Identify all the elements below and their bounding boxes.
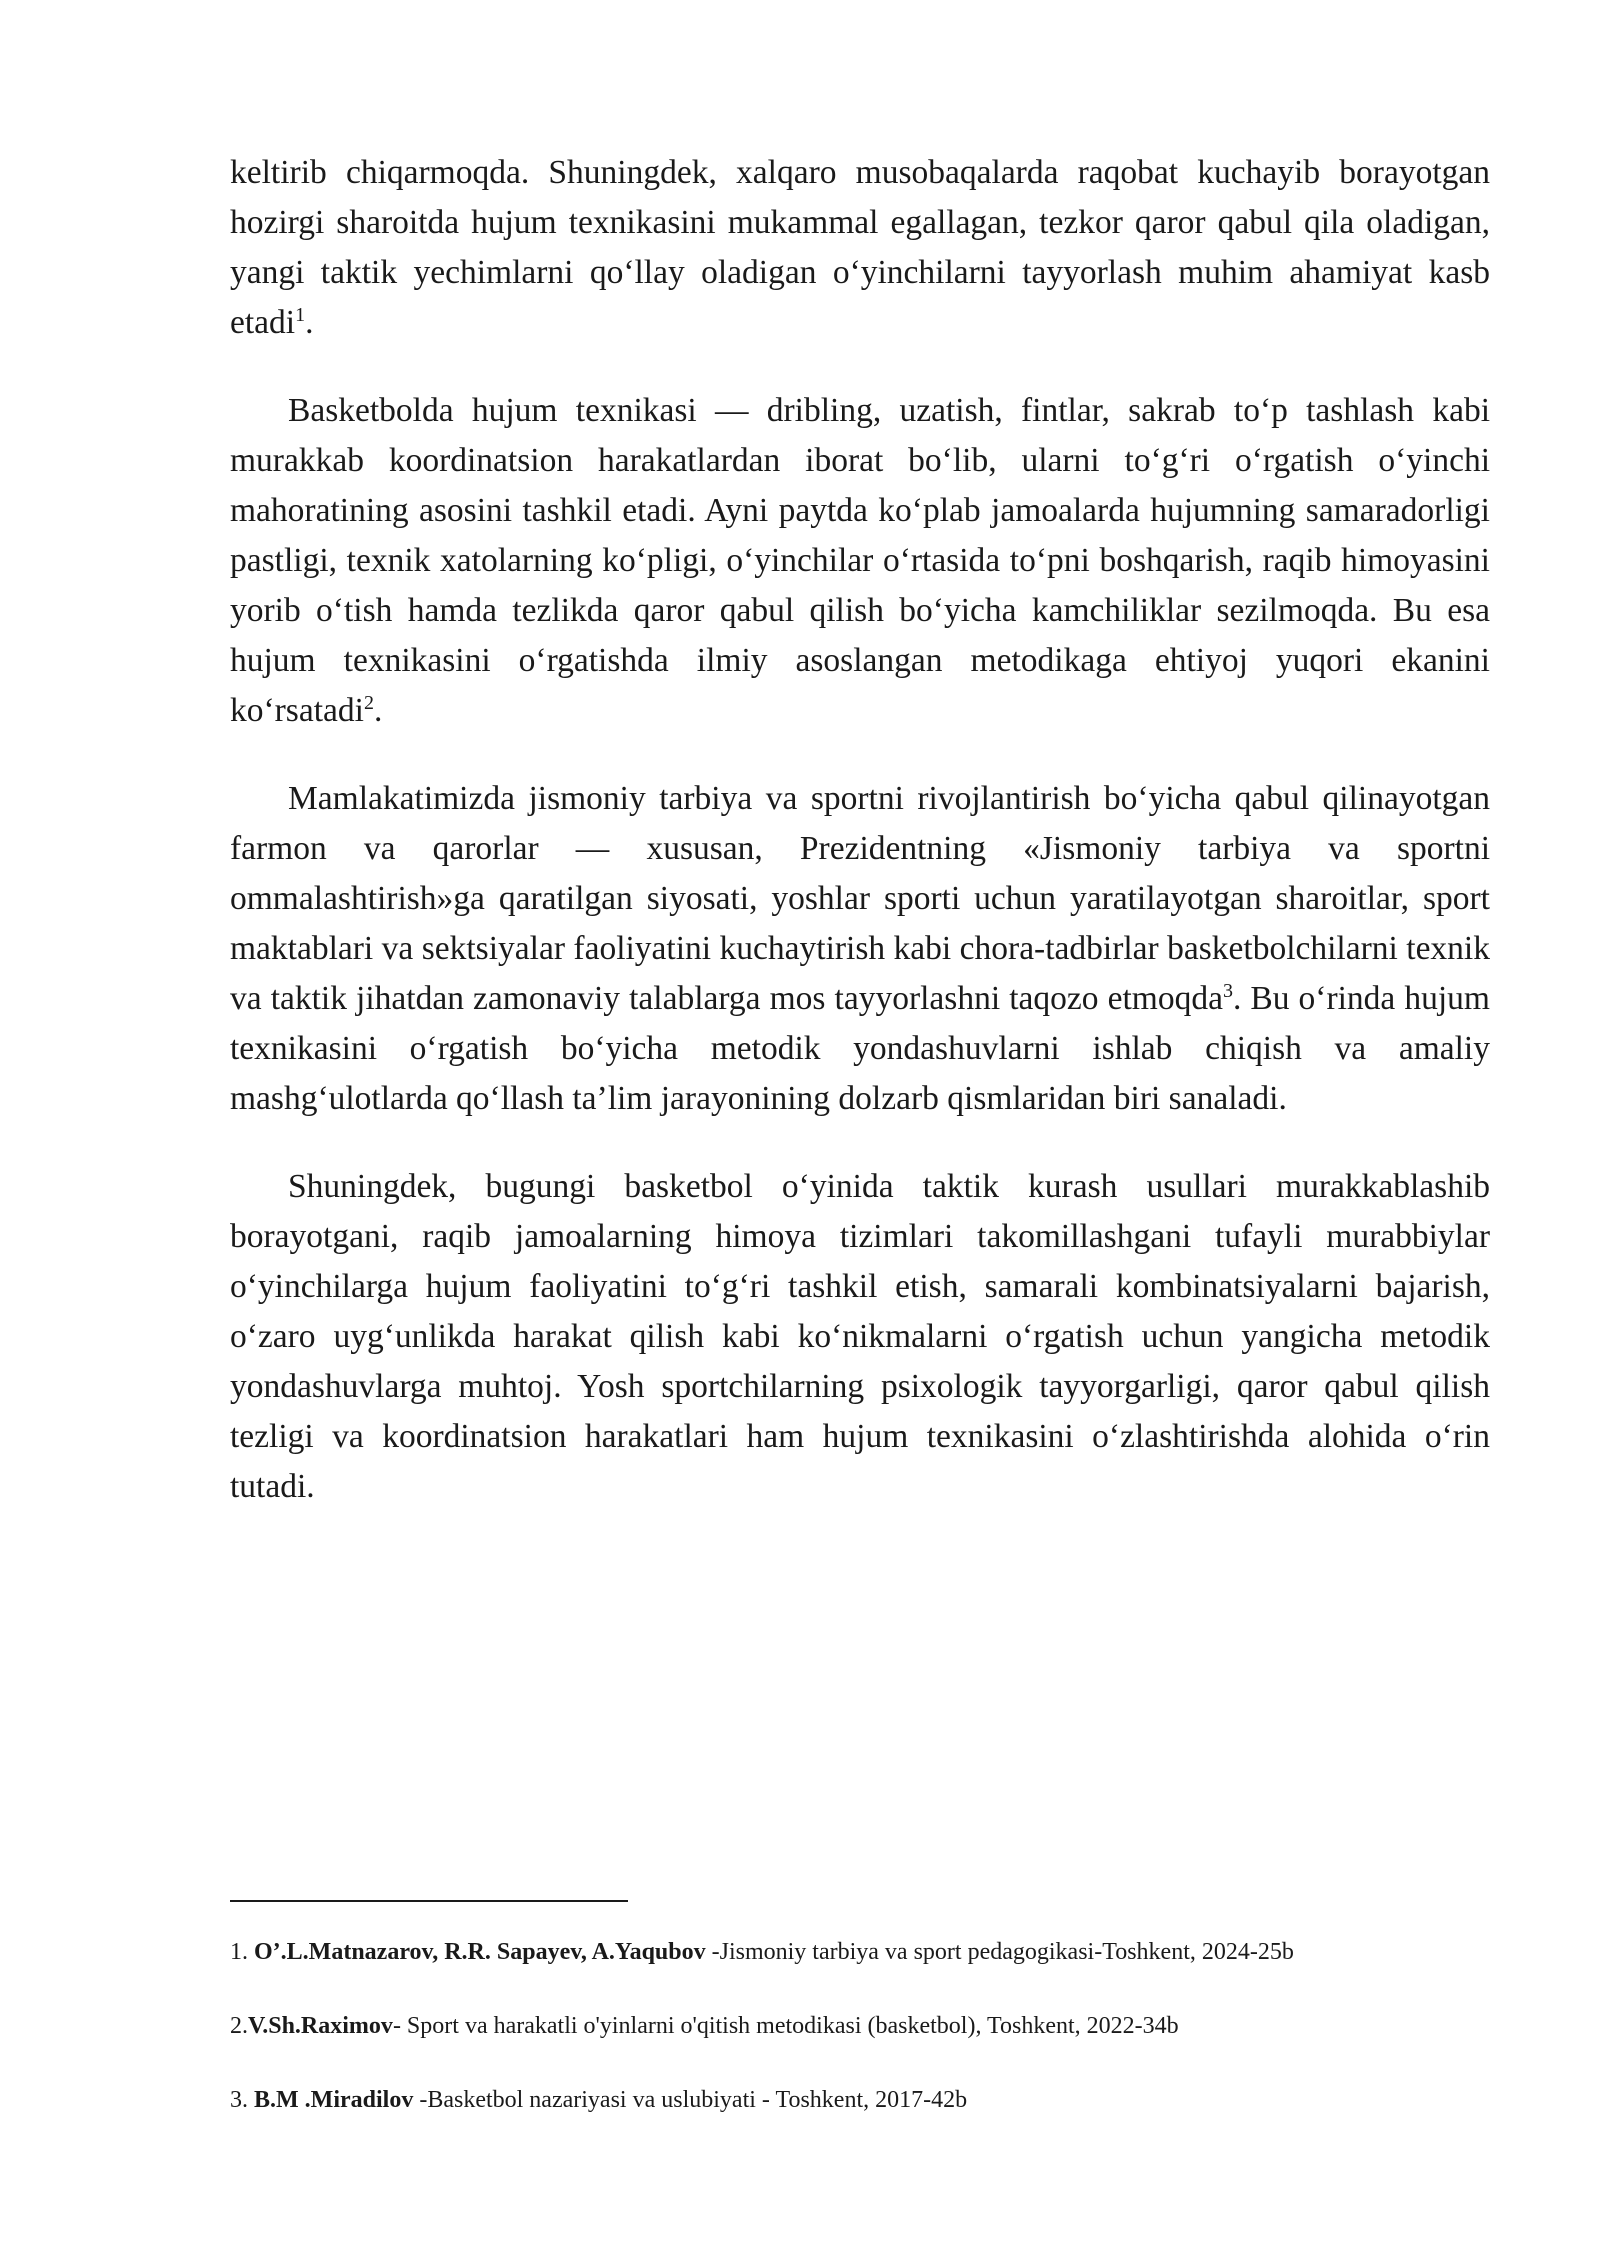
footnote-source: -Basketbol nazariyasi va uslubiyati - Toshkent, 2017-42b (413, 2087, 968, 2113)
footnote-ref-1: 1 (295, 303, 306, 326)
footnote-source: -Jismoniy tarbiya va sport pedagogikasi-Toshkent, 2024-25b (705, 1939, 1294, 1965)
footnote-separator (230, 1900, 628, 1902)
paragraph-text: keltirib chiqarmoqda. Shuningdek, xalqaro musobaqalarda raqobat kuchayib borayotgan hozirgi sharoitda hujum texnikasini mukammal egallagan, tezkor qaror qabul qila oladigan, yangi taktik yechimlarni qo‘llay oladigan o‘yinchilarni tayyorlash muhim ahamiyat kasb etadi (230, 154, 1490, 341)
paragraph-text: Basketbolda hujum texnikasi — dribling, uzatish, fintlar, sakrab to‘p tashlash kabi murakkab koordinatsion harakatlardan iborat bo‘lib, ularni to‘g‘ri o‘rgatish o‘yinchi mahoratining asosini tashkil etadi. Ayni paytda ko‘plab jamoalarda hujumning samaradorligi pastligi, texnik xatolarning ko‘pligi, o‘yinchilar o‘rtasida to‘pni boshqarish, raqib himoyasini yorib o‘tish hamda tezlikda qaror qabul qilish bo‘yicha kamchiliklar sezilmoqda. Bu esa hujum texnikasini o‘rgatishda ilmiy asoslangan metodikaga ehtiyoj yuqori ekanini ko‘rsatadi (230, 392, 1490, 729)
footnote-2 (230, 2009, 1490, 2043)
paragraph-text: Mamlakatimizda jismoniy tarbiya va sportni rivojlantirish bo‘yicha qabul qilinayotgan farmon va qarorlar — xususan, Prezidentning «Jismoniy tarbiya va sportni ommalashtirish»ga qaratilgan siyosati, yoshlar sporti uchun yaratilayotgan sharoitlar, sport maktablari va sektsiyalar faoliyatini kuchaytirish kabi chora-tadbirlar basketbolchilarni texnik va taktik jihatdan zamonaviy talablarga mos tayyorlashni taqozo etmoqda (230, 780, 1490, 1017)
footnote-author: B.M .Miradilov (254, 2087, 414, 2113)
footnote-1 (230, 1935, 1490, 1969)
paragraph-1 (230, 148, 1490, 348)
footnote-number: 1. (230, 1939, 254, 1965)
footnote-number: 3. (230, 2087, 254, 2113)
footnote-ref-3: 3 (1222, 979, 1233, 1002)
paragraph-text: . Bu o‘rinda hujum texnikasini o‘rgatish bo‘yicha metodik yondashuvlarni ishlab chiqish va amaliy mashg‘ulotlarda qo‘llash ta’lim jarayonining dolzarb qismlaridan biri sanaladi. (230, 980, 1490, 1117)
paragraph-text: . (305, 304, 314, 341)
paragraph-2 (230, 386, 1490, 736)
footnote-author: O’.L.Matnazarov, R.R. Sapayev, A.Yaqubov (254, 1939, 706, 1965)
footnote-ref-2: 2 (363, 691, 374, 714)
paragraph-text: Shuningdek, bugungi basketbol o‘yinida taktik kurash usullari murakkablashib borayotgani, raqib jamoalarning himoya tizimlari takomillashgani tufayli murabbiylar o‘yinchilarga hujum faoliyatini to‘g‘ri tashkil etish, samarali kombinatsiyalarni bajarish, o‘zaro uyg‘unlikda harakat qilish kabi ko‘nikmalarni o‘rgatish uchun yangicha metodik yondashuvlarga muhtoj. Yosh sportchilarning psixologik tayyorgarligi, qaror qabul qilish tezligi va koordinatsion harakatlari ham hujum texnikasini o‘zlashtirishda alohida o‘rin tutadi. (230, 1168, 1490, 1505)
paragraph-text: . (373, 692, 383, 729)
footnote-3 (230, 2083, 1490, 2117)
footnote-number: 2. (230, 2013, 248, 2039)
footnotes (230, 1935, 1490, 2157)
body-text (230, 148, 1490, 1550)
footnote-source: - Sport va harakatli o'yinlarni o'qitish metodikasi (basketbol), Toshkent, 2022-34b (392, 2013, 1179, 2039)
paragraph-3 (230, 774, 1490, 1124)
paragraph-4 (230, 1162, 1490, 1512)
footnote-author: V.Sh.Raximov (248, 2013, 393, 2039)
